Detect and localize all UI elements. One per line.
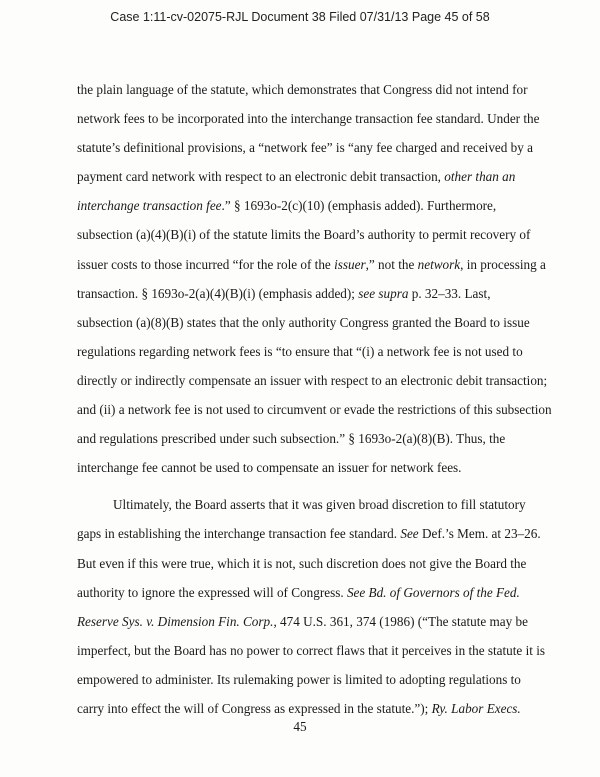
court-filing-header: Case 1:11-cv-02075-RJL Document 38 Filed 07/31/13 Page 45 of 58 — [110, 10, 490, 24]
text-run: empowered to administer. Its rulemaking power is limited to adopting regulations to — [77, 671, 521, 687]
text-line — [77, 75, 527, 104]
text-line — [77, 519, 541, 548]
text-run: and (ii) a network fee is not used to circumvent or evade the restrictions of this subsection — [77, 402, 552, 418]
text-line — [77, 549, 527, 578]
text-run: interchange fee cannot be used to compensate an issuer for network fees. — [77, 460, 462, 476]
italic-text-run: See — [400, 526, 419, 542]
text-line — [77, 250, 546, 279]
text-run: imperfect, but the Board has no power to correct flaws that it perceives in the statute it is — [77, 642, 546, 658]
text-line — [77, 665, 527, 694]
text-run: statute’s definitional provisions, a “network fee” is “any fee charged and received by a — [77, 140, 534, 156]
text-run: ,” not the — [365, 256, 418, 272]
italic-text-run: see supra — [358, 285, 409, 301]
italic-text-run: issuer — [334, 256, 366, 272]
page-number: 45 — [293, 719, 307, 734]
text-run: p. 32–33. Last, — [408, 285, 491, 301]
italic-text-run: See Bd. of Governors of the Fed. — [346, 584, 520, 600]
text-run: , 474 U.S. 361, 374 (1986) (“The statute may be — [273, 613, 528, 629]
text-run: payment card network with respect to an electronic debit transaction, — [77, 169, 445, 185]
italic-text-run: Reserve Sys. v. Dimension Fin. Corp. — [77, 613, 274, 629]
text-run: gaps in establishing the interchange transaction fee standard. — [77, 526, 401, 542]
text-line — [77, 133, 534, 162]
text-run: regulations regarding network fees is “to ensure that “(i) a network fee is not used to — [77, 343, 523, 359]
text-line — [77, 191, 527, 220]
text-run: .” § 1693o-2(c)(10) (emphasis added). Furthermore, — [221, 198, 497, 214]
text-run: subsection (a)(8)(B) states that the only authority Congress granted the Board to issue — [77, 314, 530, 330]
text-line — [77, 337, 527, 366]
text-line — [77, 220, 531, 249]
text-line — [77, 424, 527, 453]
text-run: directly or indirectly compensate an issuer with respect to an electronic debit transaction; — [77, 372, 548, 388]
text-run: But even if this were true, which it is not, such discretion does not give the Board the — [77, 555, 527, 571]
text-run: and regulations prescribed under such subsection.” § 1693o-2(a)(8)(B). Thus, the — [77, 431, 506, 447]
text-run: issuer costs to those incurred “for the role of the — [77, 256, 335, 272]
italic-text-run: interchange transaction fee — [77, 198, 222, 214]
text-line — [77, 636, 546, 665]
paragraph-gap — [77, 482, 527, 490]
text-run: transaction. § 1693o-2(a)(4)(B)(i) (emphasis added); — [77, 285, 359, 301]
text-run: network fees to be incorporated into the interchange transaction fee standard. Under the — [77, 111, 540, 127]
text-line — [77, 366, 548, 395]
italic-text-run: network — [417, 256, 461, 272]
text-line — [77, 578, 527, 607]
text-line — [77, 607, 527, 636]
text-run: Ultimately, the Board asserts that it was given broad discretion to fill statutory — [113, 497, 526, 513]
text-run: Def.’s Mem. at 23–26. — [418, 526, 541, 542]
text-line — [77, 162, 527, 191]
italic-text-run: other than an — [444, 169, 516, 185]
text-line — [77, 279, 527, 308]
body-paragraph — [77, 75, 552, 482]
italic-text-run: Ry. Labor Execs. — [431, 700, 521, 716]
body-paragraph — [77, 490, 546, 723]
document-body — [77, 75, 552, 723]
text-run: carry into effect the will of Congress as expressed in the statute.”); — [77, 700, 432, 716]
text-run: subsection (a)(4)(B)(i) of the statute limits the Board’s authority to permit recovery of — [77, 227, 531, 243]
text-run: , in processing a — [460, 256, 546, 272]
text-run: authority to ignore the expressed will of Congress. — [77, 584, 347, 600]
text-line — [77, 453, 527, 482]
text-line — [77, 104, 540, 133]
text-run: the plain language of the statute, which demonstrates that Congress did not intend for — [77, 82, 528, 97]
text-line — [77, 308, 530, 337]
text-line — [77, 490, 527, 519]
text-line — [77, 395, 552, 424]
